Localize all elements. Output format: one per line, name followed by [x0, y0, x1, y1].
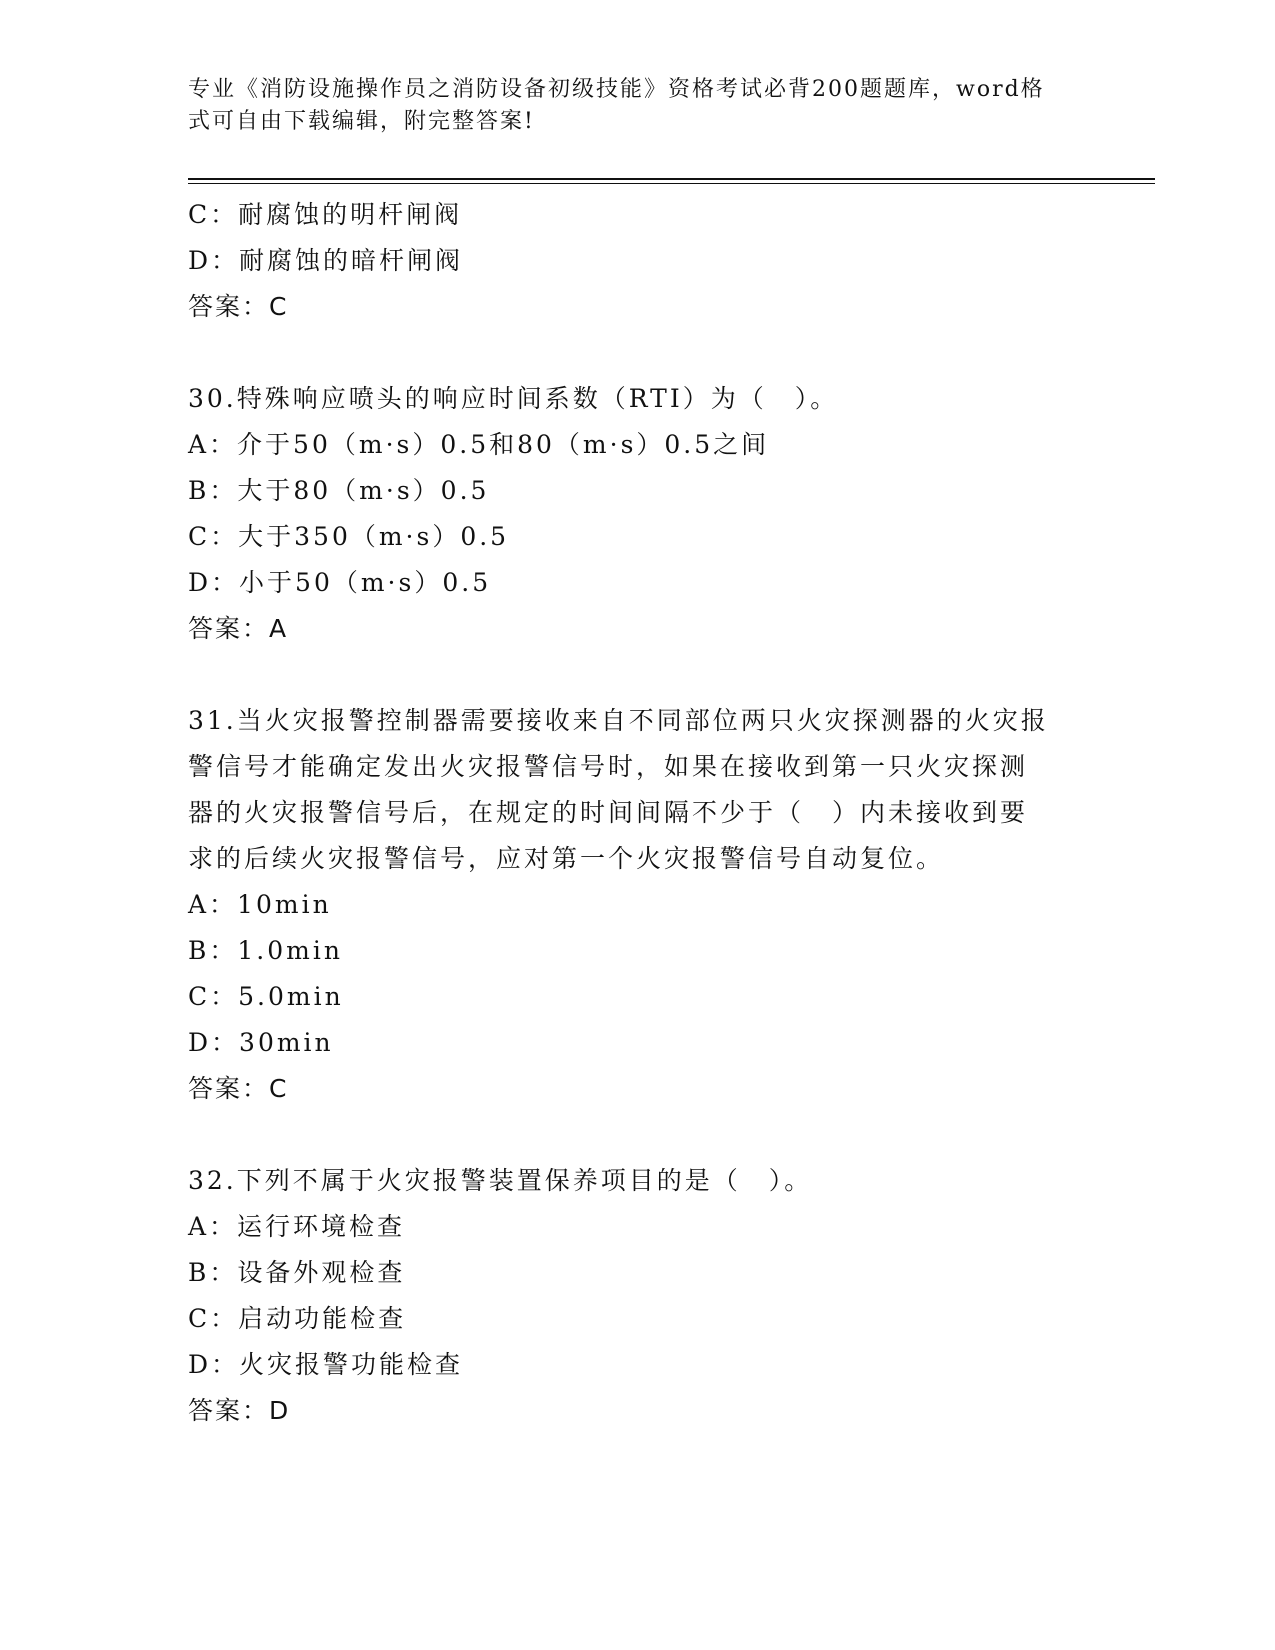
page-header: 专业《消防设施操作员之消防设备初级技能》资格考试必背200题题库，word格式可自由下载编辑，附完整答案!: [188, 77, 1045, 134]
option-c: C：5.0min: [188, 982, 344, 1011]
option-d: D：耐腐蚀的暗杆闸阀: [188, 246, 464, 275]
question-stem-line: 警信号才能确定发出火灾报警信号时，如果在接收到第一只火灾探测: [188, 752, 1029, 781]
answer-label: 答案：C: [188, 1074, 289, 1103]
question-list: [188, 192, 1088, 1434]
question-32: [188, 1158, 1088, 1434]
option-d: D：火灾报警功能检查: [188, 1350, 464, 1379]
question-stem: 30.特殊响应喷头的响应时间系数（RTI）为（ ）。: [188, 384, 839, 413]
option-d: D：小于50（m·s）0.5: [188, 568, 492, 597]
option-d: D：30min: [188, 1028, 334, 1057]
answer-label: 答案：A: [188, 614, 289, 643]
answer-label: 答案：C: [188, 292, 289, 321]
question-30: [188, 376, 1088, 652]
question-stem-line: 31.当火灾报警控制器需要接收来自不同部位两只火灾探测器的火灾报: [188, 706, 1049, 735]
option-c: C：启动功能检查: [188, 1304, 407, 1333]
option-c: C：耐腐蚀的明杆闸阀: [188, 200, 463, 229]
option-a: A：10min: [188, 890, 332, 919]
option-a: A：介于50（m·s）0.5和80（m·s）0.5之间: [188, 430, 770, 459]
question-stem-line: 器的火灾报警信号后，在规定的时间间隔不少于（ ）内未接收到要: [188, 798, 1029, 827]
answer-label: 答案：D: [188, 1396, 291, 1425]
option-b: B：1.0min: [188, 936, 343, 965]
question-29-continued: [188, 192, 1088, 330]
question-stem-line: 求的后续火灾报警信号，应对第一个火灾报警信号自动复位。: [188, 844, 945, 873]
header-divider-thin: [188, 183, 1155, 184]
question-stem: 32.下列不属于火灾报警装置保养项目的是（ ）。: [188, 1166, 813, 1195]
question-31: [188, 698, 1088, 1112]
option-b: B：设备外观检查: [188, 1258, 406, 1287]
option-b: B：大于80（m·s）0.5: [188, 476, 490, 505]
option-a: A：运行环境检查: [188, 1212, 406, 1241]
option-c: C：大于350（m·s）0.5: [188, 522, 510, 551]
header-divider: [188, 178, 1155, 180]
